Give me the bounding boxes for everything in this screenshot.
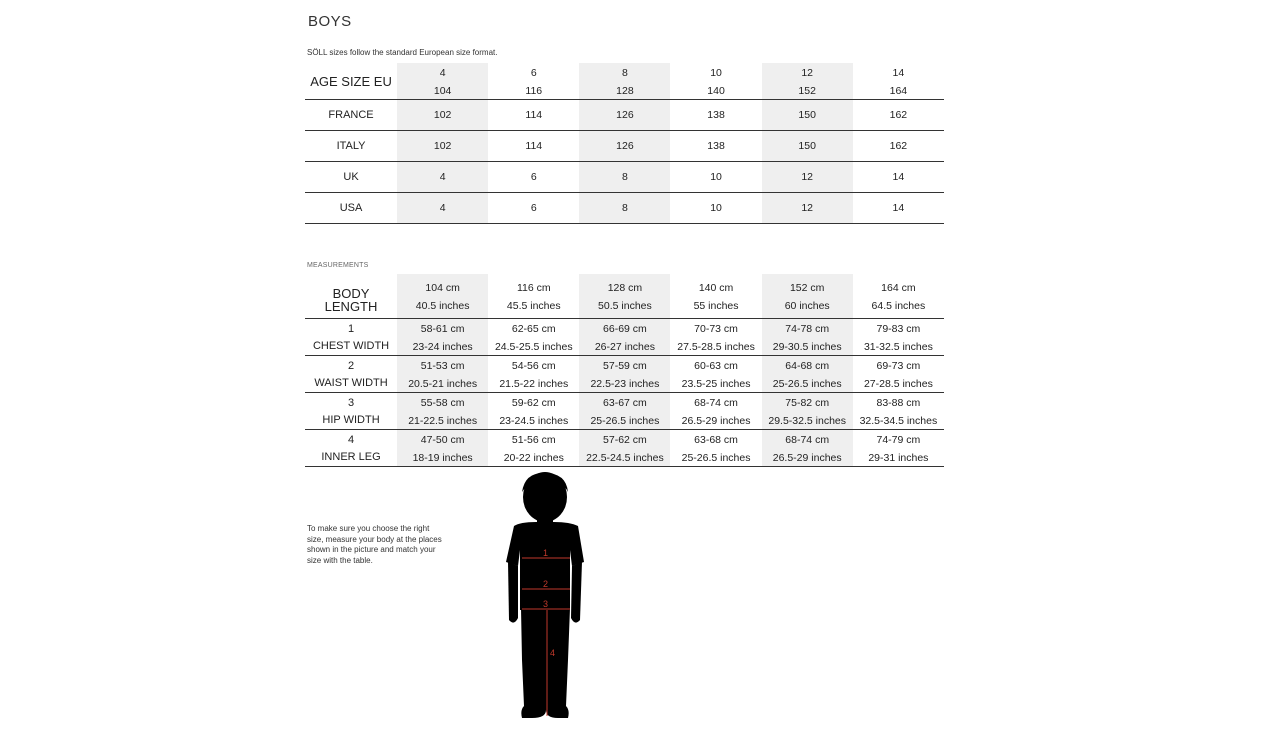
measurement-cell bbox=[579, 393, 670, 430]
body-length-cell bbox=[397, 274, 488, 319]
cm-value: 57-62 cm bbox=[603, 434, 647, 446]
measurement-stack bbox=[762, 281, 853, 311]
size-column-header bbox=[488, 63, 579, 100]
inches-value: 23-24.5 inches bbox=[499, 414, 569, 427]
measurement-cell bbox=[853, 319, 944, 356]
measurement-cell bbox=[579, 319, 670, 356]
size-cell: 8 bbox=[579, 193, 670, 224]
size-cell: 4 bbox=[397, 162, 488, 193]
measurement-cell bbox=[670, 430, 761, 467]
page-title: BOYS bbox=[308, 13, 352, 30]
cm-value: 79-83 cm bbox=[876, 323, 921, 335]
measurement-stack bbox=[762, 359, 853, 389]
size-header-row bbox=[305, 63, 944, 100]
body-length-cell bbox=[579, 274, 670, 319]
cm-value: 128 cm bbox=[607, 282, 643, 294]
cm-value: 152 cm bbox=[789, 282, 825, 294]
marker-2: 2 bbox=[543, 579, 549, 589]
eu-size-value: 128 bbox=[616, 84, 634, 97]
cm-value: 59-62 cm bbox=[511, 397, 556, 409]
size-cell: 114 bbox=[488, 131, 579, 162]
size-cell: 150 bbox=[762, 131, 853, 162]
cm-value: 63-67 cm bbox=[603, 397, 647, 409]
measurement-stack bbox=[762, 396, 853, 426]
age-value: 8 bbox=[621, 67, 628, 79]
measurement-label: INNER LEG bbox=[321, 451, 381, 463]
inches-value: 20-22 inches bbox=[503, 451, 564, 464]
measurement-stack bbox=[488, 433, 579, 463]
measurement-cell bbox=[397, 430, 488, 467]
measurement-stack bbox=[488, 322, 579, 352]
country-label: FRANCE bbox=[305, 100, 397, 131]
measurement-stack bbox=[670, 322, 761, 352]
size-column-header bbox=[397, 63, 488, 100]
cm-value: 68-74 cm bbox=[785, 434, 830, 446]
inches-value: 18-19 inches bbox=[412, 451, 473, 464]
child-silhouette-icon bbox=[500, 470, 600, 722]
body-length-cell bbox=[853, 274, 944, 319]
inches-value: 26.5-29 inches bbox=[772, 451, 842, 464]
cm-value: 57-59 cm bbox=[603, 360, 647, 372]
cm-value: 63-68 cm bbox=[694, 434, 738, 446]
measurement-cell bbox=[762, 393, 853, 430]
measurement-stack bbox=[488, 359, 579, 389]
measurement-stack bbox=[579, 433, 670, 463]
size-header-stack bbox=[397, 66, 488, 96]
measurement-label-cell bbox=[305, 393, 397, 430]
country-label: ITALY bbox=[305, 131, 397, 162]
size-header-stack bbox=[579, 66, 670, 96]
measurements-table bbox=[305, 274, 944, 467]
measurement-stack bbox=[670, 433, 761, 463]
measurement-stack bbox=[397, 433, 488, 463]
inches-value: 40.5 inches bbox=[415, 299, 470, 312]
eu-size-value: 164 bbox=[889, 84, 908, 97]
inches-value: 29.5-32.5 inches bbox=[768, 414, 847, 427]
inches-value: 25-26.5 inches bbox=[772, 377, 842, 390]
measurement-cell bbox=[762, 319, 853, 356]
size-row bbox=[305, 162, 944, 193]
body-length-cell bbox=[670, 274, 761, 319]
size-cell: 6 bbox=[488, 193, 579, 224]
measurement-cell bbox=[488, 356, 579, 393]
size-header-stack bbox=[853, 66, 944, 96]
measurement-label-stack bbox=[305, 322, 397, 352]
inches-value: 64.5 inches bbox=[871, 299, 926, 312]
age-value: 6 bbox=[530, 67, 537, 79]
inches-value: 25-26.5 inches bbox=[681, 451, 751, 464]
marker-4: 4 bbox=[550, 648, 556, 658]
eu-size-value: 140 bbox=[707, 84, 725, 97]
size-cell: 102 bbox=[397, 100, 488, 131]
measurement-stack bbox=[762, 433, 853, 463]
silhouette-body bbox=[506, 472, 584, 718]
size-cell: 8 bbox=[579, 162, 670, 193]
measurement-stack bbox=[488, 281, 579, 311]
age-value: 14 bbox=[892, 67, 905, 79]
measurement-stack bbox=[853, 359, 944, 389]
measurement-stack bbox=[762, 322, 853, 352]
measurement-cell bbox=[853, 393, 944, 430]
size-conversion-table bbox=[305, 63, 944, 224]
age-size-eu-label: AGE SIZE EU bbox=[305, 63, 397, 100]
measurement-stack bbox=[670, 359, 761, 389]
cm-value: 74-78 cm bbox=[785, 323, 830, 335]
inches-value: 60 inches bbox=[784, 299, 830, 312]
size-cell: 12 bbox=[762, 193, 853, 224]
measurement-label-stack bbox=[305, 359, 397, 389]
size-cell: 6 bbox=[488, 162, 579, 193]
country-label: UK bbox=[305, 162, 397, 193]
inches-value: 29-30.5 inches bbox=[772, 340, 842, 353]
age-value: 10 bbox=[710, 67, 722, 79]
measurement-label: WAIST WIDTH bbox=[314, 377, 388, 389]
size-cell: 126 bbox=[579, 131, 670, 162]
measurement-cell bbox=[397, 393, 488, 430]
cm-value: 104 cm bbox=[425, 282, 460, 294]
measurement-stack bbox=[397, 396, 488, 426]
cm-value: 140 cm bbox=[698, 282, 734, 294]
measurement-cell bbox=[670, 393, 761, 430]
size-header-stack bbox=[488, 66, 579, 96]
inches-value: 29-31 inches bbox=[868, 451, 929, 464]
measurement-number: 2 bbox=[347, 360, 355, 372]
measurement-label-stack bbox=[305, 433, 397, 463]
inches-value: 26-27 inches bbox=[594, 340, 655, 353]
inches-value: 23-24 inches bbox=[412, 340, 473, 353]
age-value: 4 bbox=[439, 67, 446, 79]
cm-value: 164 cm bbox=[881, 282, 916, 294]
inches-value: 27.5-28.5 inches bbox=[677, 340, 755, 353]
cm-value: 69-73 cm bbox=[876, 360, 921, 372]
inches-value: 26.5-29 inches bbox=[681, 414, 751, 427]
measurement-stack bbox=[853, 433, 944, 463]
eu-size-value: 116 bbox=[525, 84, 543, 97]
inches-value: 55 inches bbox=[693, 299, 739, 312]
measurement-row bbox=[305, 430, 944, 467]
measurement-cell bbox=[762, 430, 853, 467]
size-header-stack bbox=[762, 66, 853, 96]
measurement-cell bbox=[579, 356, 670, 393]
inches-value: 25-26.5 inches bbox=[590, 414, 660, 427]
measurement-cell bbox=[397, 356, 488, 393]
body-length-cell bbox=[488, 274, 579, 319]
body-length-label: BODY LENGTH bbox=[305, 274, 397, 319]
size-cell: 10 bbox=[670, 162, 761, 193]
inches-value: 20.5-21 inches bbox=[408, 377, 478, 390]
measurement-number: 4 bbox=[347, 434, 355, 446]
measurement-cell bbox=[853, 430, 944, 467]
size-cell: 114 bbox=[488, 100, 579, 131]
measurement-cell bbox=[670, 319, 761, 356]
cm-value: 70-73 cm bbox=[694, 323, 738, 335]
size-cell: 10 bbox=[670, 193, 761, 224]
cm-value: 60-63 cm bbox=[694, 360, 738, 372]
measurement-stack bbox=[853, 396, 944, 426]
measurement-label-cell bbox=[305, 319, 397, 356]
marker-1: 1 bbox=[543, 548, 549, 558]
size-cell: 138 bbox=[670, 100, 761, 131]
cm-value: 55-58 cm bbox=[420, 397, 465, 409]
size-column-header bbox=[853, 63, 944, 100]
measurement-row bbox=[305, 393, 944, 430]
size-header-stack bbox=[670, 66, 761, 96]
cm-value: 51-53 cm bbox=[420, 360, 465, 372]
size-cell: 14 bbox=[853, 162, 944, 193]
inches-value: 21-22.5 inches bbox=[408, 414, 478, 427]
size-row bbox=[305, 100, 944, 131]
eu-size-value: 152 bbox=[798, 84, 816, 97]
size-cell: 162 bbox=[853, 100, 944, 131]
measurement-stack bbox=[397, 322, 488, 352]
measurement-label-stack bbox=[305, 396, 397, 426]
inches-value: 45.5 inches bbox=[506, 299, 561, 312]
measurement-cell bbox=[853, 356, 944, 393]
measurement-label-cell bbox=[305, 356, 397, 393]
cm-value: 51-56 cm bbox=[511, 434, 556, 446]
measurement-stack bbox=[488, 396, 579, 426]
cm-value: 58-61 cm bbox=[420, 323, 465, 335]
size-cell: 126 bbox=[579, 100, 670, 131]
measurement-cell bbox=[579, 430, 670, 467]
size-cell: 138 bbox=[670, 131, 761, 162]
measurement-row bbox=[305, 319, 944, 356]
measurement-cell bbox=[397, 319, 488, 356]
inches-value: 32.5-34.5 inches bbox=[859, 414, 938, 427]
cm-value: 83-88 cm bbox=[876, 397, 921, 409]
measurement-stack bbox=[397, 359, 488, 389]
measurement-number: 1 bbox=[347, 323, 355, 335]
inches-value: 31-32.5 inches bbox=[863, 340, 933, 353]
measurement-cell bbox=[762, 356, 853, 393]
measurement-label: HIP WIDTH bbox=[322, 414, 380, 426]
body-length-row bbox=[305, 274, 944, 319]
measurement-row bbox=[305, 356, 944, 393]
measurement-stack bbox=[853, 322, 944, 352]
eu-size-value: 104 bbox=[433, 84, 452, 97]
country-label: USA bbox=[305, 193, 397, 224]
cm-value: 75-82 cm bbox=[785, 397, 830, 409]
measurements-heading: MEASUREMENTS bbox=[307, 262, 369, 269]
cm-value: 116 cm bbox=[516, 282, 551, 294]
size-row bbox=[305, 193, 944, 224]
measurement-number: 3 bbox=[347, 397, 355, 409]
measurement-stack bbox=[853, 281, 944, 311]
size-column-header bbox=[579, 63, 670, 100]
age-value: 12 bbox=[801, 67, 814, 79]
inches-value: 22.5-24.5 inches bbox=[586, 451, 664, 464]
cm-value: 47-50 cm bbox=[420, 434, 465, 446]
measurement-stack bbox=[579, 359, 670, 389]
measurement-cell bbox=[488, 393, 579, 430]
measurement-cell bbox=[488, 430, 579, 467]
measurement-cell bbox=[670, 356, 761, 393]
inches-value: 27-28.5 inches bbox=[863, 377, 933, 390]
size-cell: 150 bbox=[762, 100, 853, 131]
cm-value: 62-65 cm bbox=[511, 323, 556, 335]
measurement-label: CHEST WIDTH bbox=[312, 340, 390, 352]
size-column-header bbox=[762, 63, 853, 100]
size-column-header bbox=[670, 63, 761, 100]
measurement-stack bbox=[579, 322, 670, 352]
measurement-stack bbox=[397, 281, 488, 311]
marker-3: 3 bbox=[543, 599, 549, 609]
measurement-stack bbox=[579, 281, 670, 311]
size-cell: 4 bbox=[397, 193, 488, 224]
cm-value: 68-74 cm bbox=[694, 397, 738, 409]
cm-value: 64-68 cm bbox=[785, 360, 830, 372]
measurement-instructions: To make sure you choose the right size, measure your body at the places shown in the picture and match your size with the table. bbox=[307, 524, 442, 565]
inches-value: 50.5 inches bbox=[598, 299, 652, 312]
measurement-stack bbox=[579, 396, 670, 426]
size-cell: 14 bbox=[853, 193, 944, 224]
inches-value: 21.5-22 inches bbox=[499, 377, 569, 390]
cm-value: 66-69 cm bbox=[603, 323, 647, 335]
size-row bbox=[305, 131, 944, 162]
measurement-label-cell bbox=[305, 430, 397, 467]
measurement-cell bbox=[488, 319, 579, 356]
inches-value: 22.5-23 inches bbox=[590, 377, 660, 390]
inches-value: 23.5-25 inches bbox=[681, 377, 751, 390]
page-subtitle: SÖLL sizes follow the standard European size format. bbox=[307, 48, 498, 57]
measurement-stack bbox=[670, 396, 761, 426]
inches-value: 24.5-25.5 inches bbox=[494, 340, 573, 353]
size-cell: 162 bbox=[853, 131, 944, 162]
cm-value: 54-56 cm bbox=[511, 360, 556, 372]
size-cell: 12 bbox=[762, 162, 853, 193]
cm-value: 74-79 cm bbox=[876, 434, 921, 446]
measurement-stack bbox=[670, 281, 761, 311]
body-length-cell bbox=[762, 274, 853, 319]
size-cell: 102 bbox=[397, 131, 488, 162]
